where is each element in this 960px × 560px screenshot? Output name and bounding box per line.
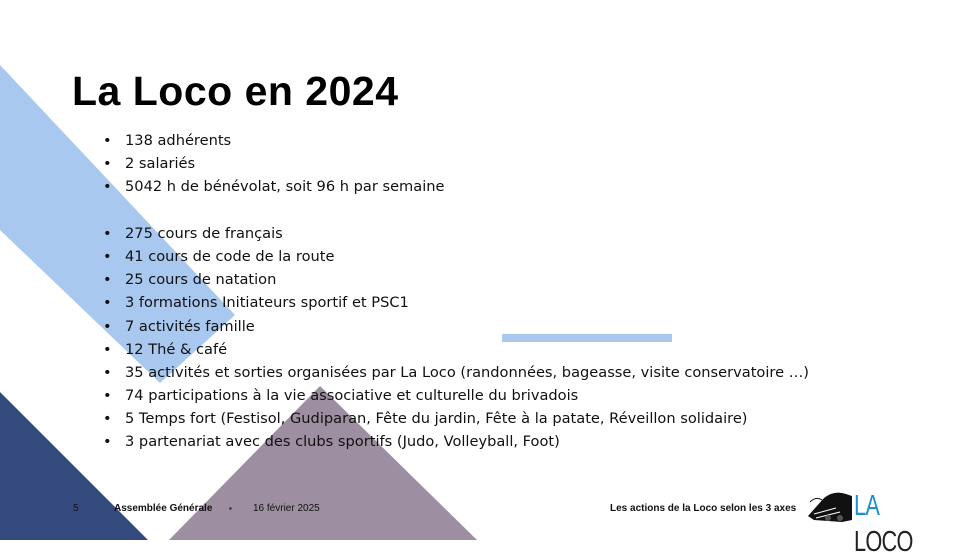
list-item: • 5 Temps fort (Festisol, Gudiparan, Fête du jardin, Fête à la patate, Réveillon solidaire) [103,410,748,428]
list-item: • 2 salariés [103,155,196,173]
list-item: • 3 partenariat avec des clubs sportifs (Judo, Volleyball, Foot) [103,433,560,451]
bullet-list [100,129,809,454]
la-loco-logo [806,488,918,558]
list-spacer [100,199,809,222]
list-item: • 3 formations Initiateurs sportif et PSC1 [103,294,409,312]
list-item: • 275 cours de français [103,224,283,242]
list-item: • 41 cours de code de la route [103,247,335,265]
list-item: • 7 activités famille [103,317,255,335]
list-item: • 5042 h de bénévolat, soit 96 h par semaine [103,178,445,196]
footer-event: Assemblée Générale [114,503,213,514]
list-item: • 35 activités et sorties organisées par La Loco (randonnées, bageasse, visite conservatoire …) [103,363,810,381]
footer-separator: ▪ [229,504,232,513]
page-number: 5 [73,503,79,514]
footer-section: Les actions de la Loco selon les 3 axes [610,503,797,514]
slide-title: La Loco en 2024 [72,68,399,114]
list-item: • 12 Thé & café [103,340,228,358]
logo-text: LA LOCO [854,490,913,558]
footer-date: 16 février 2025 [253,503,320,514]
list-item: • 74 participations à la vie associative et culturelle du brivadois [103,387,579,405]
locomotive-icon [806,488,854,524]
list-item: • 25 cours de natation [103,271,277,289]
list-item: • 138 adhérents [103,132,232,149]
